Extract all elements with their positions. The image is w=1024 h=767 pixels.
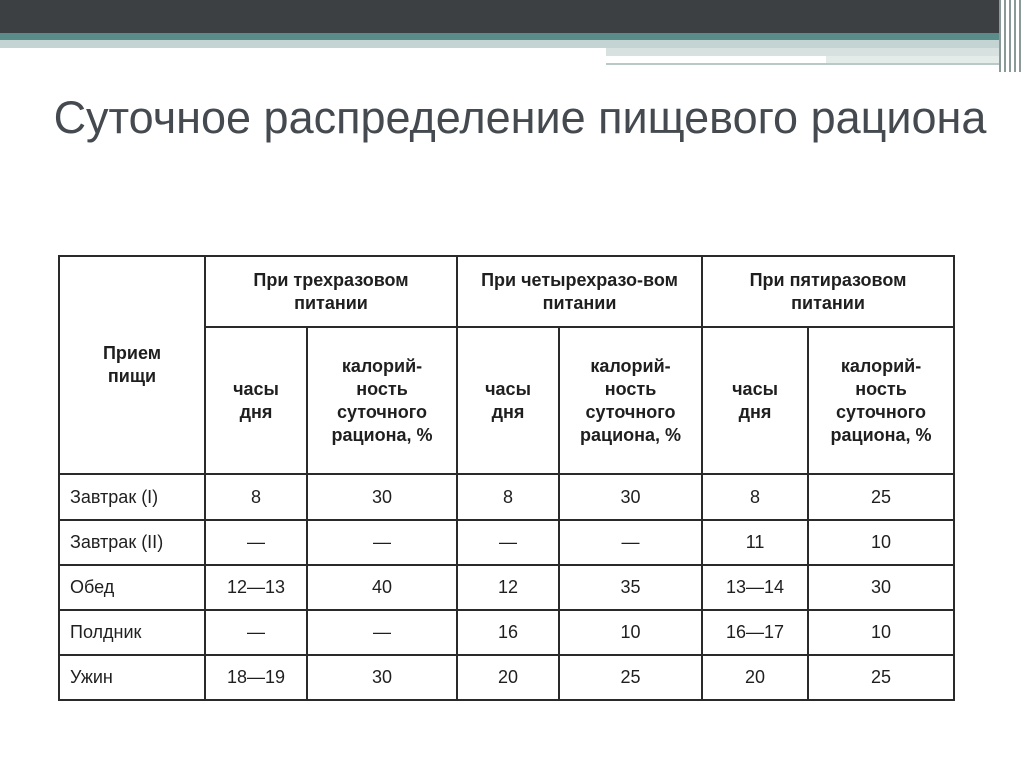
table-cell: 16 (457, 610, 559, 655)
table-row (59, 610, 954, 655)
table-cell: 8 (205, 474, 307, 519)
diet-table (58, 255, 955, 701)
table-cell: 12—13 (205, 565, 307, 610)
table-row (59, 655, 954, 700)
group-header: При четырехразо-вом питании (457, 256, 702, 327)
table-cell: — (205, 610, 307, 655)
table-cell: — (307, 610, 457, 655)
group-header: При трехразовом питании (205, 256, 457, 327)
table-cell: — (559, 520, 702, 565)
table-cell: 20 (702, 655, 808, 700)
header-bar-dark (0, 0, 1000, 33)
table-cell: 35 (559, 565, 702, 610)
table-cell: 12 (457, 565, 559, 610)
table-cell: 25 (559, 655, 702, 700)
calories-header: калорий-ность суточного рациона, % (808, 327, 954, 474)
header-bar-teal (0, 33, 1000, 40)
table-cell: — (307, 520, 457, 565)
group-header: При пятиразовом питании (702, 256, 954, 327)
table-cell: 40 (307, 565, 457, 610)
header-bar-line (606, 63, 1000, 65)
table-cell: 8 (702, 474, 808, 519)
hours-header: часы дня (205, 327, 307, 474)
table-cell: 16—17 (702, 610, 808, 655)
header-vertical-lines (996, 0, 1024, 72)
table-cell: — (457, 520, 559, 565)
meal-column-header: Прием пищи (59, 256, 205, 474)
header-bar-step (606, 48, 1000, 56)
table-cell: — (205, 520, 307, 565)
hours-header: часы дня (457, 327, 559, 474)
calories-header: калорий-ность суточного рациона, % (307, 327, 457, 474)
table-cell: 25 (808, 655, 954, 700)
meal-name: Ужин (59, 655, 205, 700)
meal-name: Завтрак (I) (59, 474, 205, 519)
meal-name: Завтрак (II) (59, 520, 205, 565)
table-row (59, 474, 954, 519)
table-cell: 8 (457, 474, 559, 519)
table-cell: 20 (457, 655, 559, 700)
table-cell: 30 (808, 565, 954, 610)
meal-name: Полдник (59, 610, 205, 655)
slide-title: Суточное распределение пищевого рациона (53, 92, 987, 143)
table-cell: 13—14 (702, 565, 808, 610)
table-cell: 10 (559, 610, 702, 655)
table-cell: 10 (808, 610, 954, 655)
header-bar-light (0, 40, 1000, 48)
table-cell: 10 (808, 520, 954, 565)
table-cell: 30 (307, 474, 457, 519)
table-cell: 30 (559, 474, 702, 519)
table-cell: 30 (307, 655, 457, 700)
table-row (59, 565, 954, 610)
table-cell: 25 (808, 474, 954, 519)
table-row (59, 520, 954, 565)
table-cell: 18—19 (205, 655, 307, 700)
table-cell: 11 (702, 520, 808, 565)
hours-header: часы дня (702, 327, 808, 474)
meal-name: Обед (59, 565, 205, 610)
table-header-row (59, 256, 954, 327)
calories-header: калорий-ность суточного рациона, % (559, 327, 702, 474)
